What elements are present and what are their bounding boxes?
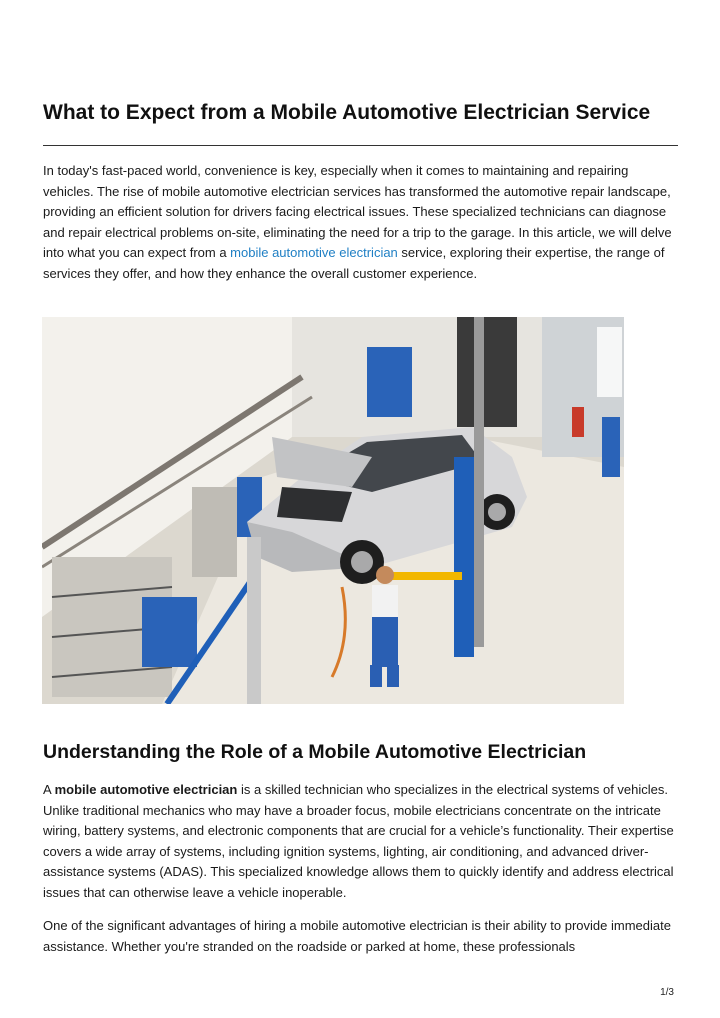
role-prefix: A <box>43 782 55 797</box>
page-number: 1/3 <box>660 987 674 998</box>
garage-car-lift-photo <box>42 317 624 704</box>
intro-text-after: service, exploring their expertise, the range of services they offer, and how they enhance the overall customer experience. <box>43 245 665 281</box>
section-heading: Understanding the Role of a Mobile Automotive Electrician <box>43 741 587 763</box>
role-bold-term: mobile automotive electrician <box>54 782 238 797</box>
role-paragraph <box>43 780 678 903</box>
intro-text-before: In today's fast-paced world, convenience is key, especially when it comes to maintaining and repairing vehicles. The rise of mobile automotive electrician services has transformed the automotive repair landscape, providing an efficient solution for drivers facing electrical issues. These specialized technicians can diagnose and repair electrical problems on-site, eliminating the need for a trip to the garage. In this article, we will delve into what you can expect from a <box>43 163 672 260</box>
advantages-paragraph: One of the significant advantages of hiring a mobile automotive electrician is their ability to provide immediate assistance. Whether you're stranded on the roadside or parked at home, these professionals <box>43 918 671 954</box>
intro-paragraph <box>43 161 678 284</box>
page-title: What to Expect from a Mobile Automotive Electrician Service <box>43 101 651 124</box>
role-text: is a skilled technician who specializes in the electrical systems of vehicles. Unlike traditional mechanics who may have a broader focus, mobile electricians concentrate on the intricate wiring, battery systems, and electronic components that are crucial for a vehicle’s functionality. Their expertise covers a wide array of systems, including ignition systems, lighting, air conditioning, and advanced driver-assistance systems (ADAS). This specialized knowledge allows them to quickly identify and address electrical issues that can otherwise leave a vehicle inoperable. <box>43 782 674 900</box>
title-divider <box>43 145 678 146</box>
mobile-electrician-link[interactable]: mobile automotive electrician <box>230 245 398 260</box>
